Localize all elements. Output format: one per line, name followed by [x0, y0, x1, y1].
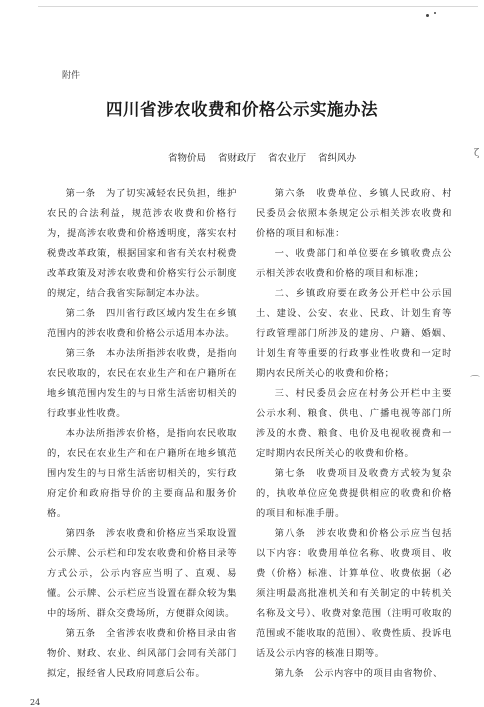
article-paragraph: 第三条 本办法所指涉农收费，是指向农民收取的，农民在农业生产和在户籍所在地乡镇范围内发生的与日常生活密切相关的行政事业性收费。: [47, 348, 237, 419]
article-paragraph: 第八条 涉农收费和价格公示应当包括以下内容：收费用单位名称、收费项目、收费（价格）标准、计算单位、收费依据（必须注明最高批准机关和有关制定的中转机关名称及文号）、收费对象范围（注明可收取的范围或不能收取的范围）、收费性质、投诉电话及公示内容的核准日期等。: [256, 528, 452, 659]
article-paragraph: 第二条 四川省行政区域内发生在乡镇范围内的涉农收费和价格公示适用本办法。: [47, 308, 237, 339]
annex-label: 附件: [62, 71, 81, 81]
scan-edge-line: [38, 6, 478, 7]
left-column: [47, 184, 237, 684]
article-paragraph: 第九条 公示内容中的项目由省物价、: [274, 668, 443, 679]
article-paragraph: 一、收费部门和单位要在乡镇收费点公示相关涉农收费和价格的项目和标准；: [256, 248, 452, 279]
article-paragraph: 二、乡镇政府要在政务公开栏中公示国土、建设、公安、农业、民政、计划生育等行政管理部门所涉及的建房、户籍、婚姻、计划生育等重要的行政事业性收费和一定时期内农民所关心的收费和价格；: [256, 288, 452, 379]
margin-pen-mark: ⌒: [470, 376, 480, 387]
scan-speck: [434, 12, 436, 14]
issuers-line: [0, 150, 484, 164]
article-paragraph: 三、村民委员会应在村务公开栏中主要公示水利、粮食、供电、广播电视等部门所涉及的水费、粮食、电价及电视收视费和一定时期内农民所关心的收费和价格。: [256, 388, 452, 459]
article-paragraph: 第四条 涉农收费和价格应当采取设置公示牌、公示栏和印发农收费和价格目录等方式公示，公示内容应当明了、直观、易懂。公示牌、公示栏应当设置在群众较为集中的场所、群众交费场所，方便群众阅读。: [47, 528, 237, 619]
article-paragraph: 第一条 为了切实减轻农民负担，维护农民的合法利益，规范涉农收费和价格行为，提高涉农收费和价格透明度，落实农村税费改革政策，根据国家和省有关农村税费改革政策及对涉农收费和价格实行公示制度的规定，结合我省实际制定本办法。: [47, 188, 237, 299]
scan-speck: [426, 14, 429, 17]
issuer: 省财政厅: [217, 153, 256, 164]
margin-pen-mark: ζ: [474, 148, 480, 159]
issuer: 省纠风办: [318, 153, 357, 164]
issuer: 省物价局: [167, 153, 206, 164]
page-number: 24: [30, 698, 41, 707]
document-title: 四川省涉农收费和价格公示实施办法: [106, 100, 378, 119]
issuer: 省农业厅: [268, 153, 307, 164]
right-column: [256, 184, 452, 684]
article-paragraph: 本办法所指涉农价格，是指向农民收取的，农民在农业生产和在户籍所在地乡镇范围内发生的与日常生活密切相关的，实行政府定价和政府指导价的主要商品和服务价格。: [47, 428, 237, 519]
article-paragraph: 第六条 收费单位、乡镇人民政府、村民委员会依照本条规定公示相关涉农收费和价格的项目和标准：: [256, 188, 452, 239]
article-paragraph: 第五条 全省涉农收费和价格目录由省物价、财政、农业、纠风部门会同有关部门拟定，报经省人民政府同意后公布。: [47, 628, 237, 679]
article-paragraph: 第七条 收费项目及收费方式较为复杂的，执收单位应免费提供相应的收费和价格的项目和标准手册。: [256, 468, 452, 519]
